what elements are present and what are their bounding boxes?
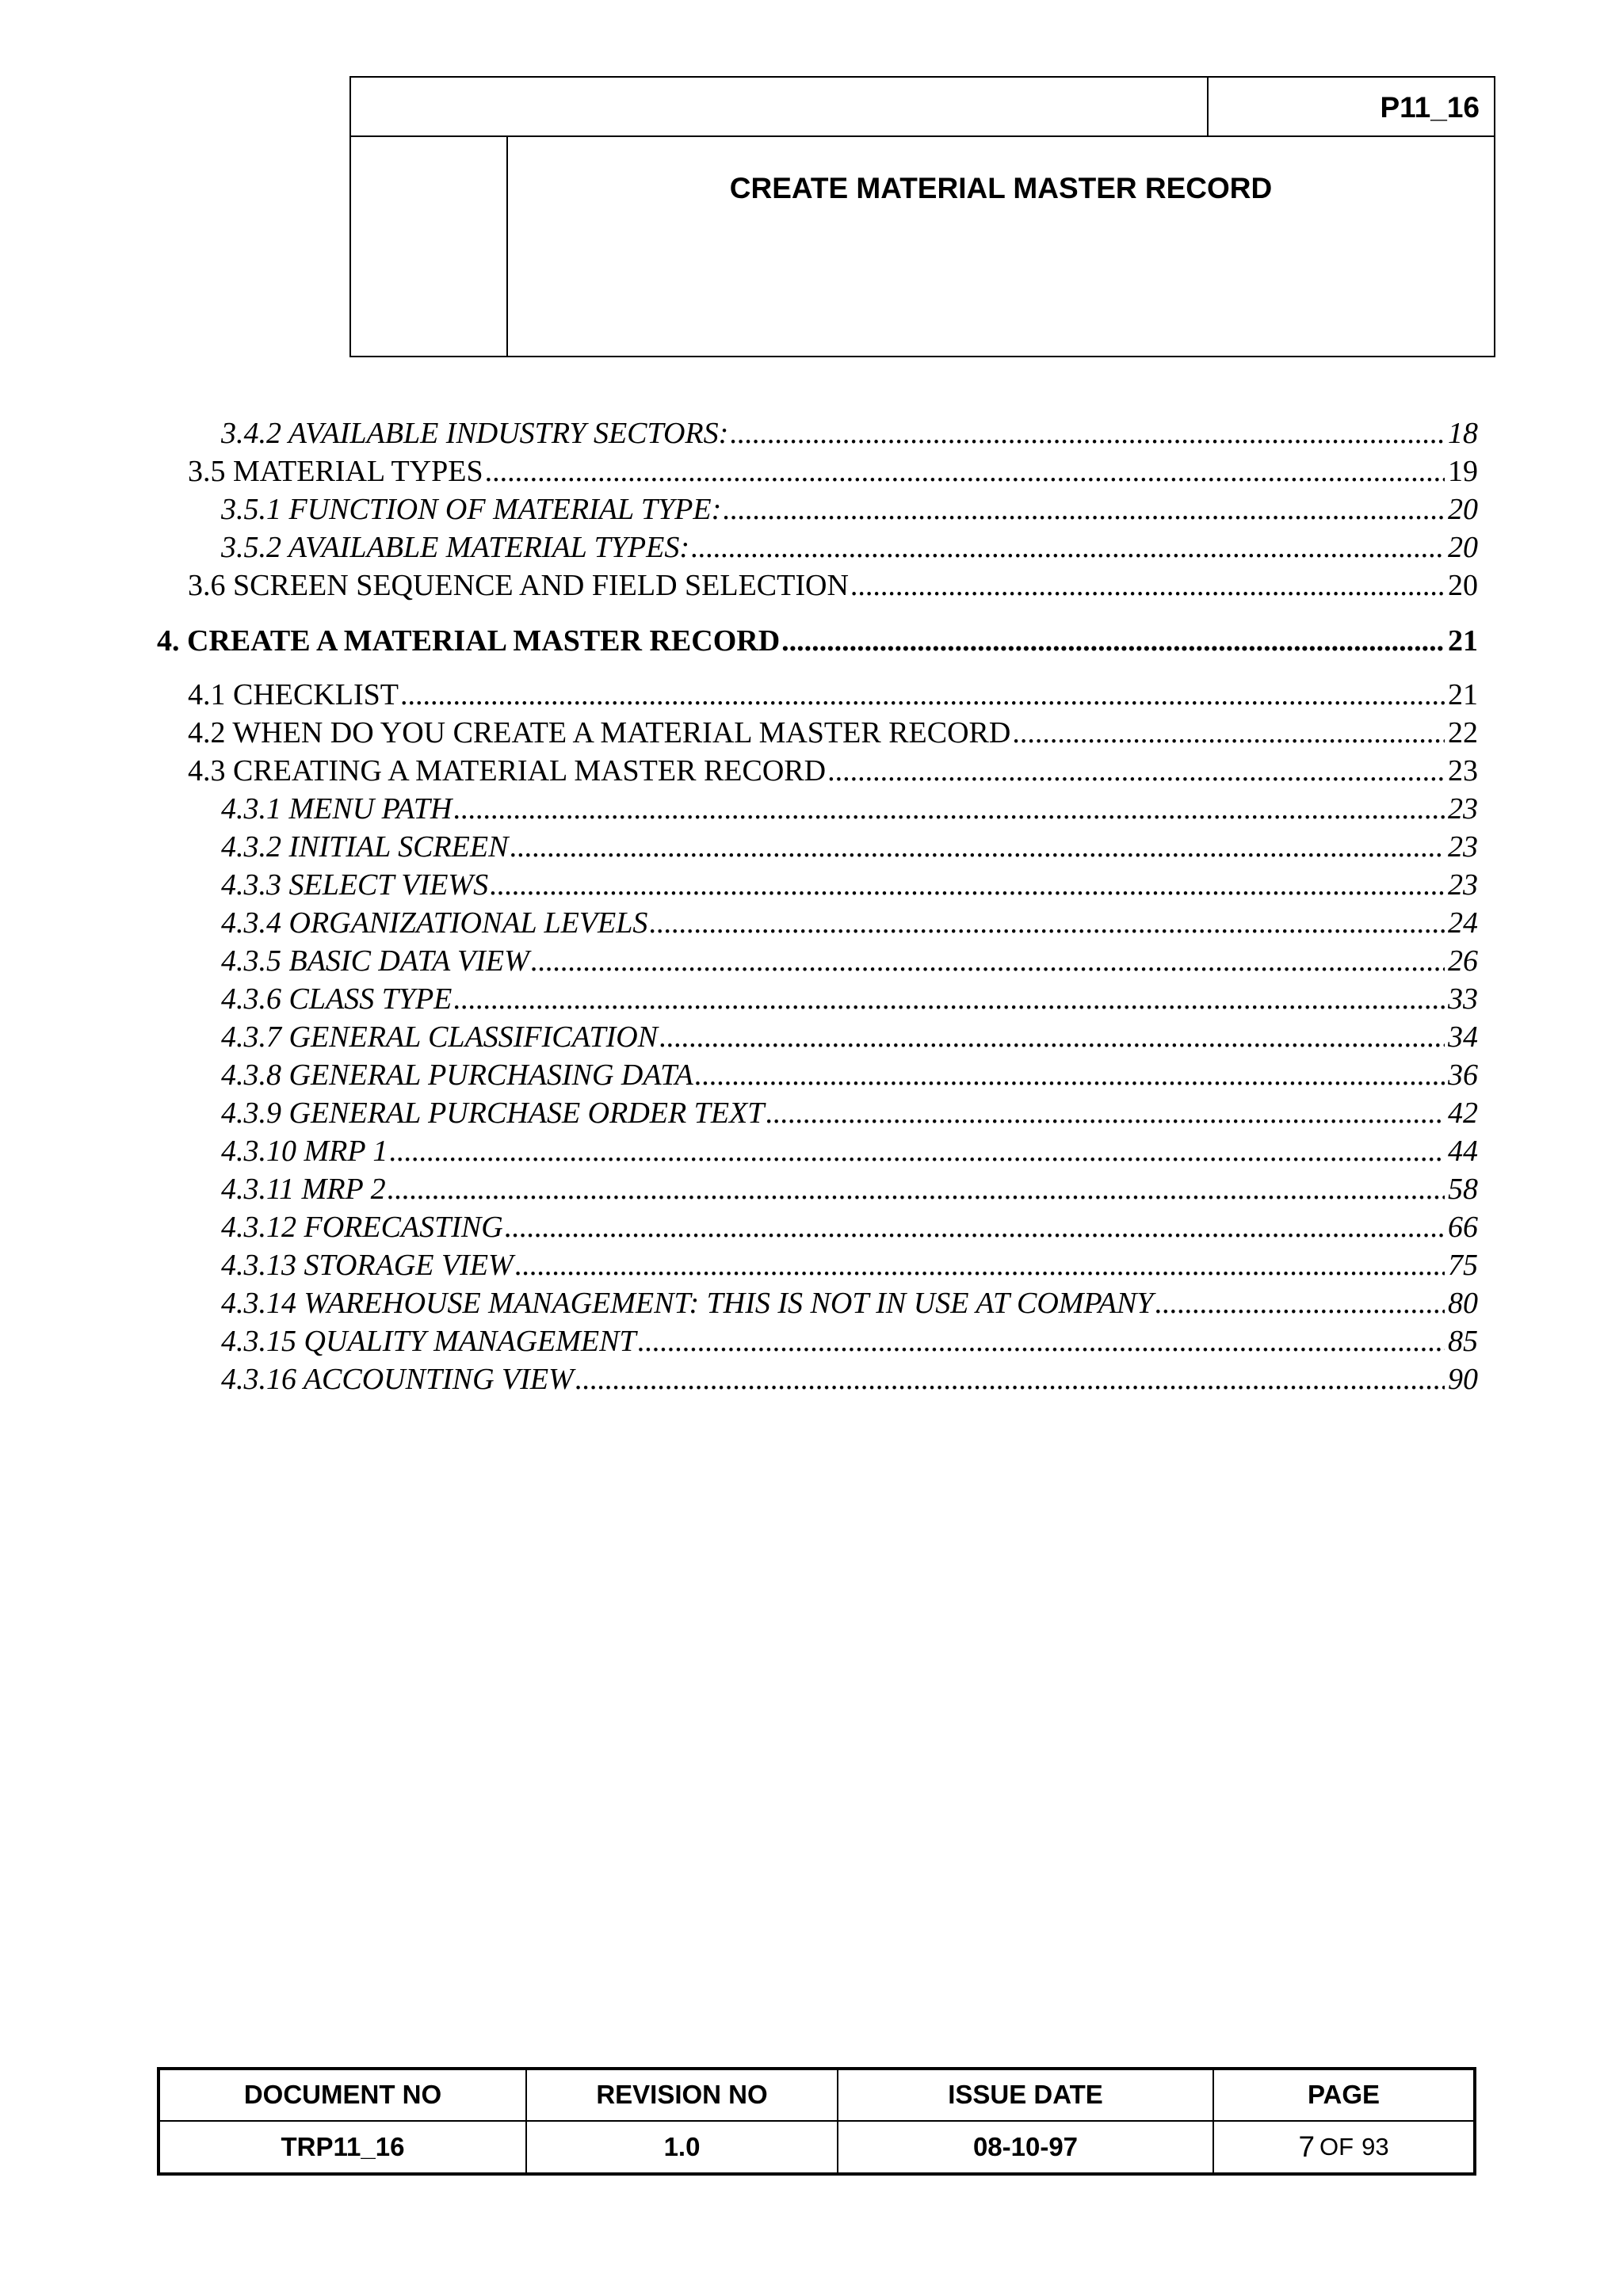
document-title: CREATE MATERIAL MASTER RECORD [729,172,1273,204]
page-of: OF [1319,2132,1354,2161]
toc-entry[interactable] [188,566,1478,605]
toc-dot-leader [490,866,1445,904]
toc-entry-page: 23 [1448,792,1478,826]
page-current: 7 [1298,2130,1316,2163]
toc-entry[interactable] [221,1246,1478,1284]
toc-entry[interactable] [221,490,1478,528]
toc-entry-page: 23 [1448,754,1478,788]
toc-dot-leader [659,1018,1445,1056]
toc-entry[interactable] [221,1322,1478,1360]
toc-dot-leader [531,942,1445,980]
toc-entry[interactable] [221,790,1478,828]
toc-entry-page: 22 [1448,716,1478,749]
toc-entry-page: 19 [1448,455,1478,488]
toc-entry[interactable] [221,866,1478,904]
toc-entry-page: 21 [1448,678,1478,711]
toc-entry[interactable] [188,714,1478,752]
toc-entry-page: 33 [1448,982,1478,1016]
toc-entry-label: 4.3.16 ACCOUNTING VIEW [221,1363,574,1396]
toc-dot-leader [766,1094,1445,1132]
toc-entry[interactable] [221,414,1478,452]
value-issue-date: 08-10-97 [838,2122,1214,2173]
toc-entry[interactable] [157,622,1478,660]
toc-entry-label: 4.3.2 INITIAL SCREEN [221,830,509,864]
toc-dot-leader [400,676,1445,714]
toc-entry-label: 4.3.5 BASIC DATA VIEW [221,944,529,978]
toc-dot-leader [515,1246,1445,1284]
header-document-no: DOCUMENT NO [160,2070,527,2122]
toc-entry-label: 4.3.8 GENERAL PURCHASING DATA [221,1058,693,1092]
header-issue-date: ISSUE DATE [838,2070,1214,2122]
header-revision-no: REVISION NO [527,2070,838,2122]
toc-dot-leader [510,828,1445,866]
toc-dot-leader [695,1056,1445,1094]
toc-entry-label: 4.3.14 WAREHOUSE MANAGEMENT: THIS IS NOT IN USE AT COMPANY [221,1287,1154,1320]
toc-entry-label: 4.3.9 GENERAL PURCHASE ORDER TEXT [221,1097,765,1130]
toc-dot-leader [827,752,1445,790]
toc-entry[interactable] [221,1284,1478,1322]
document-header [349,76,1495,357]
toc-entry-page: 36 [1448,1058,1478,1092]
value-page [1214,2122,1473,2173]
toc-entry[interactable] [221,904,1478,942]
value-revision-no: 1.0 [527,2122,838,2173]
toc-dot-leader [575,1360,1445,1398]
toc-entry-page: 20 [1448,493,1478,526]
toc-entry[interactable] [221,1360,1478,1398]
toc-entry-label: 4.3.12 FORECASTING [221,1211,503,1244]
toc-entry-page: 80 [1448,1287,1478,1320]
toc-dot-leader [388,1170,1445,1208]
toc-entry-page: 20 [1448,531,1478,564]
toc-entry[interactable] [221,1208,1478,1246]
toc-entry-page: 42 [1448,1097,1478,1130]
toc-dot-leader [505,1208,1445,1246]
toc-entry-label: 4.1 CHECKLIST [188,678,399,711]
toc-entry[interactable] [221,1018,1478,1056]
toc-dot-leader [781,622,1445,660]
header-page: PAGE [1214,2070,1473,2122]
toc-dot-leader [453,980,1445,1018]
toc-entry[interactable] [221,1056,1478,1094]
toc-entry-label: 4. CREATE A MATERIAL MASTER RECORD [157,624,781,658]
toc-entry-label: 4.2 WHEN DO YOU CREATE A MATERIAL MASTER RECORD [188,716,1011,749]
toc-entry[interactable] [221,1170,1478,1208]
toc-entry-page: 23 [1448,868,1478,902]
toc-entry[interactable] [188,676,1478,714]
toc-entry-label: 4.3 CREATING A MATERIAL MASTER RECORD [188,754,827,788]
toc-entry-label: 3.5.1 FUNCTION OF MATERIAL TYPE: [221,493,722,526]
toc-entry-label: 4.3.4 ORGANIZATIONAL LEVELS [221,906,648,940]
toc-dot-leader [485,452,1445,490]
toc-dot-leader [1012,714,1445,752]
toc-dot-leader [638,1322,1445,1360]
toc-dot-leader [453,790,1445,828]
toc-entry[interactable] [221,1094,1478,1132]
toc-entry-page: 34 [1448,1020,1478,1054]
toc-entry-page: 26 [1448,944,1478,978]
toc-entry-label: 3.5 MATERIAL TYPES [188,455,483,488]
toc-entry-page: 90 [1448,1363,1478,1396]
toc-entry-page: 85 [1448,1325,1478,1358]
toc-dot-leader [649,904,1445,942]
toc-dot-leader [850,566,1445,605]
toc-entry-page: 44 [1448,1135,1478,1168]
document-code: P11_16 [1207,78,1494,135]
header-logo-cell [351,137,508,356]
toc-entry[interactable] [221,980,1478,1018]
toc-entry-page: 58 [1448,1173,1478,1206]
toc-entry-label: 3.5.2 AVAILABLE MATERIAL TYPES: [221,531,689,564]
toc-dot-leader [691,528,1445,566]
toc-dot-leader [723,490,1445,528]
toc-dot-leader [730,414,1445,452]
toc-entry-page: 23 [1448,830,1478,864]
toc-entry[interactable] [221,828,1478,866]
toc-entry[interactable] [188,452,1478,490]
toc-entry-label: 4.3.6 CLASS TYPE [221,982,453,1016]
toc-entry[interactable] [221,942,1478,980]
toc-entry-label: 4.3.15 QUALITY MANAGEMENT [221,1325,636,1358]
document-footer-table [157,2067,1476,2176]
toc-entry-page: 18 [1448,417,1478,450]
toc-entry[interactable] [221,528,1478,566]
toc-entry-page: 21 [1448,624,1478,658]
toc-entry-page: 20 [1448,569,1478,602]
toc-entry-page: 24 [1448,906,1478,940]
toc-entry-page: 75 [1448,1249,1478,1282]
toc-entry[interactable] [221,1132,1478,1170]
toc-entry-label: 3.4.2 AVAILABLE INDUSTRY SECTORS: [221,417,729,450]
toc-entry-label: 3.6 SCREEN SEQUENCE AND FIELD SELECTION [188,569,849,602]
toc-entry-label: 4.3.1 MENU PATH [221,792,453,826]
page-total: 93 [1361,2132,1389,2161]
toc-entry-page: 66 [1448,1211,1478,1244]
toc-entry-label: 4.3.13 STORAGE VIEW [221,1249,514,1282]
toc-entry[interactable] [188,752,1478,790]
toc-dot-leader [389,1132,1445,1170]
toc-entry-label: 4.3.3 SELECT VIEWS [221,868,489,902]
toc-dot-leader [1155,1284,1445,1322]
header-top-row [351,78,1494,137]
toc-entry-label: 4.3.7 GENERAL CLASSIFICATION [221,1020,659,1054]
value-document-no: TRP11_16 [160,2122,527,2173]
toc-entry-label: 4.3.10 MRP 1 [221,1135,388,1168]
toc-entry-label: 4.3.11 MRP 2 [221,1173,386,1206]
